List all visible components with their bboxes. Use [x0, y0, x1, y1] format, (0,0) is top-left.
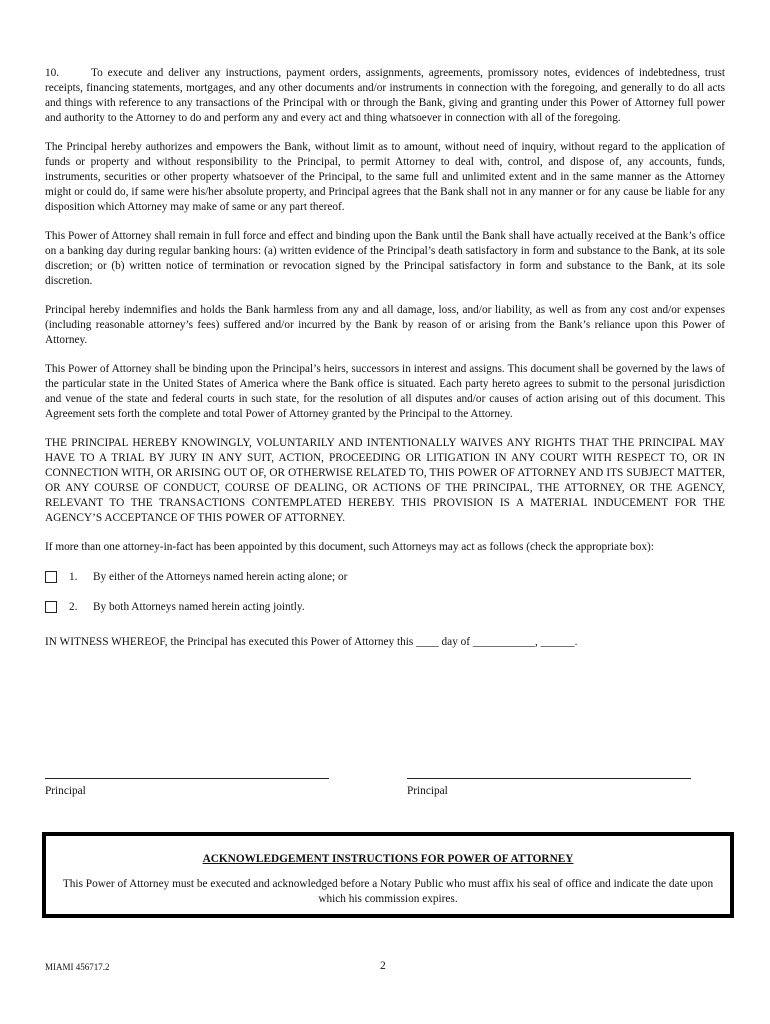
option-label: By either of the Attorneys named herein acting alone; or: [93, 571, 348, 583]
option-label: By both Attorneys named herein acting jointly.: [93, 601, 305, 613]
option-row-2: [45, 599, 725, 615]
document-id: MIAMI 456717.2: [45, 962, 110, 972]
acknowledgement-title: ACKNOWLEDGEMENT INSTRUCTIONS FOR POWER OF ATTORNEY: [202, 853, 574, 865]
acknowledgement-text: This Power of Attorney must be executed and acknowledged before a Notary Public who must affix his seal of office and indicate the date upon which his commission expires.: [62, 878, 714, 905]
witness-statement: IN WITNESS WHEREOF, the Principal has executed this Power of Attorney this ____ day of ___________, ______.: [45, 636, 578, 648]
option-1-checkbox[interactable]: [45, 571, 57, 583]
acknowledgement-box: [42, 832, 734, 918]
option-number: 2.: [69, 601, 78, 613]
signature-label-right: Principal: [407, 785, 448, 797]
signature-label-left: Principal: [45, 785, 86, 797]
option-row-1: [45, 569, 725, 585]
signature-area: [45, 778, 725, 808]
option-2-checkbox[interactable]: [45, 601, 57, 613]
document-body: [45, 66, 725, 650]
paragraph-remain-in-force: This Power of Attorney shall remain in full force and effect and binding upon the Bank until the Bank shall have actually received at the Bank’s office on a banking day during regular banking hours: (a) written evidence of the Principal’s death satisfactory in form and substance to the Bank, at its sole discretion; or (b) written notice of termination or revocation signed by the Principal satisfactory in form and substance to the Bank, at its sole discretion.: [45, 230, 725, 287]
signature-block-right: [407, 778, 691, 797]
signature-line-right[interactable]: [407, 778, 691, 779]
paragraph-item-10: [45, 66, 725, 126]
paragraph-indemnifies: Principal hereby indemnifies and holds the Bank harmless from any and all damage, loss, and/or liability, as well as from any cost and/or expenses (including reasonable attorney’s fees) suffered and/or incurred by the Bank by reason of or arising from the Bank’s reliance upon this Power of Attorney.: [45, 304, 725, 346]
item-10-text: To execute and deliver any instructions, payment orders, assignments, agreements, promissory notes, evidences of indebtedness, trust receipts, financing statements, mortgages, and any other documents and/or instruments in connection with the foregoing, and generally to do all acts and things with reference to any transactions of the Principal with or through the Bank, giving and granting under this Power of Attorney full power and authority to the Attorney to do and perform any and every act and thing whatsoever in connection with all of the foregoing.: [45, 67, 725, 124]
paragraph-jury-waiver: THE PRINCIPAL HEREBY KNOWINGLY, VOLUNTARILY AND INTENTIONALLY WAIVES ANY RIGHTS THAT THE PRINCIPAL MAY HAVE TO A TRIAL BY JURY IN ANY SUIT, ACTION, PROCEEDING OR LITIGATION IN ANY COURT WITH RESPECT TO, OR IN CONNECTION WITH, OR ARISING OUT OF, OR OTHERWISE RELATED TO, THIS POWER OF ATTORNEY AND ITS SUBJECT MATTER, OR ANY COURSE OF CONDUCT, COURSE OF DEALING, OR ACTIONS OF THE PRINCIPAL, THE ATTORNEY, OR THE AGENCY, RELEVANT TO THE TRANSACTIONS CONTEMPLATED HEREBY. THIS PROVISION IS A MATERIAL INDUCEMENT FOR THE AGENCY’S ACCEPTANCE OF THIS POWER OF ATTORNEY.: [45, 437, 725, 524]
item-number: 10.: [45, 67, 60, 79]
paragraph-multiple-attorneys: If more than one attorney-in-fact has been appointed by this document, such Attorneys may act as follows (check the appropriate box):: [45, 541, 654, 553]
paragraph-binding: This Power of Attorney shall be binding upon the Principal’s heirs, successors in interest and assigns. This document shall be governed by the laws of the particular state in the United States of America where the Bank office is situated. Each party hereto agrees to submit to the personal jurisdiction and venue of the state and federal courts in such state, for the resolution of all disputes and/or causes of action arising out of this document. This Agreement sets forth the complete and total Power of Attorney granted by the Principal to the Attorney.: [45, 363, 725, 420]
paragraph-authorizes: The Principal hereby authorizes and empowers the Bank, without limit as to amount, without need of inquiry, without regard to the application of funds or property and without responsibility to the Principal, to permit Attorney to deal with, control, and dispose of, any accounts, funds, instruments, securities or other property whatsoever of the Principal, to the same full and unlimited extent and in the same manner as the Attorney might or could do, if same were his/her absolute property, and Principal agrees that the Bank shall not in any manner or for any cause be liable for any disposition which Attorney may make of same or any part thereof.: [45, 141, 725, 213]
option-number: 1.: [69, 571, 78, 583]
signature-block-left: [45, 778, 329, 797]
page-number: 2: [380, 960, 386, 972]
signature-line-left[interactable]: [45, 778, 329, 779]
